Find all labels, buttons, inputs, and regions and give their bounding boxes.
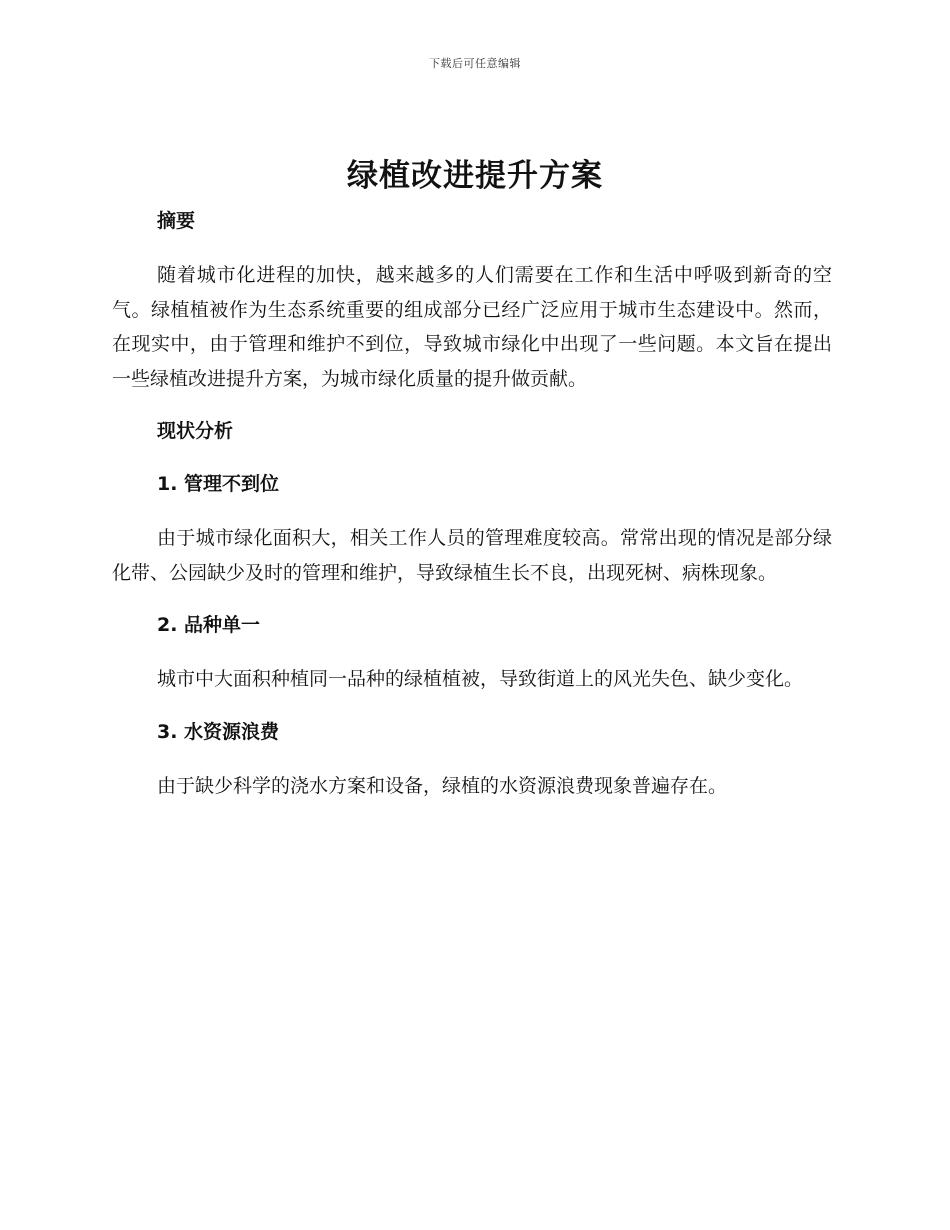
item1-paragraph: 由于城市绿化面积大，相关工作人员的管理难度较高。常常出现的情况是部分绿化带、公园缺少及时的管理和维护，导致绿植生长不良，出现死树、病株现象。 xyxy=(112,527,832,584)
item3-heading: 3. 水资源浪费 xyxy=(157,720,280,743)
abstract-heading: 摘要 xyxy=(157,210,196,232)
document-title: 绿植改进提升方案 xyxy=(347,158,603,194)
abstract-paragraph: 随着城市化进程的加快，越来越多的人们需要在工作和生活中呼吸到新奇的空气。绿植植被作为生态系统重要的组成部分已经广泛应用于城市生态建设中。然而，在现实中，由于管理和维护不到位，导致城市绿化中出现了一些问题。本文旨在提出一些绿植改进提升方案，为城市绿化质量的提升做贡献。 xyxy=(112,264,832,390)
item2-paragraph: 城市中大面积种植同一品种的绿植植被，导致街道上的风光失色、缺少变化。 xyxy=(157,668,804,690)
item1-heading: 1. 管理不到位 xyxy=(157,473,280,495)
header-note: 下载后可任意编辑 xyxy=(429,57,521,70)
status-analysis-heading: 现状分析 xyxy=(157,420,234,442)
item3-paragraph: 由于缺少科学的浇水方案和设备，绿植的水资源浪费现象普遍存在。 xyxy=(157,774,728,797)
item2-heading: 2. 品种单一 xyxy=(157,614,261,636)
document-body xyxy=(112,203,832,803)
